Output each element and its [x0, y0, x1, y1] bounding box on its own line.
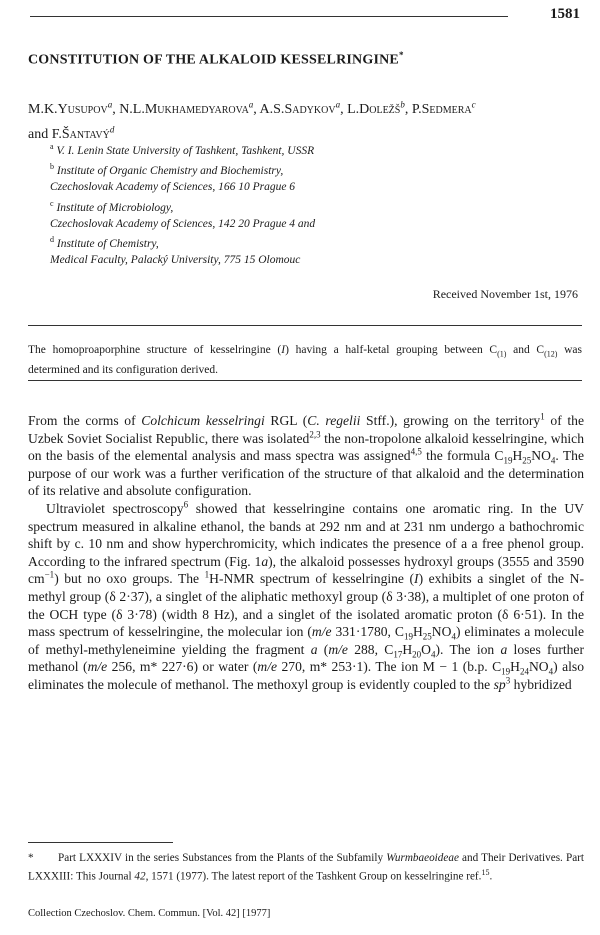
author-surname: Mukhamedyarova: [144, 101, 249, 117]
compound-ref: I: [281, 344, 286, 356]
citation-ref: 2,3: [309, 429, 321, 440]
journal-citation: Collection Czechoslov. Chem. Commun. [Vol. 42] [1977]: [28, 908, 271, 919]
affiliation-mark: d: [50, 234, 54, 244]
subscript: 19: [501, 667, 511, 678]
subscript: 25: [422, 631, 432, 642]
text-run: NO: [531, 448, 551, 464]
text-run: hybridized: [510, 676, 572, 692]
header-rule: [30, 16, 508, 17]
author-surname: Doležš: [359, 101, 401, 117]
subscript: 17: [393, 649, 403, 660]
text-run: Ultraviolet spectroscopy: [46, 500, 184, 516]
text-run: NO: [431, 624, 452, 640]
footnote-text: and Their Derivatives. Part LXXXIII: This Journal: [28, 852, 584, 883]
footnote-text: 1571 (1977). The latest report of the Tashkent Group on kesselringine ref.: [148, 870, 482, 883]
author-initials: F.: [51, 127, 62, 143]
affiliation-line: V. I. Lenin State University of Tashkent, Tashkent, USSR: [56, 144, 315, 157]
affiliation: [50, 232, 570, 268]
text-run: ) also eliminates the molecule of methanol. The methoxyl group is evidently coupled to the: [28, 659, 585, 692]
text-run: ) but no oxo groups. The: [54, 571, 205, 587]
author: [259, 99, 348, 117]
author-affil-mark: c: [471, 99, 476, 109]
author-initials: M.K.: [28, 101, 58, 117]
author-initials: L.: [347, 101, 360, 117]
text-run: of the Uzbek Soviet Socialist Republic, there was isolated: [28, 413, 584, 446]
author-initials: N.L.: [119, 101, 145, 117]
text-run: NO: [528, 659, 549, 675]
text-run: 288, C: [347, 641, 394, 657]
page-number: 1581: [550, 6, 580, 22]
affiliation-line: Medical Faculty, Palacký University, 775 15 Olomouc: [50, 254, 301, 267]
fragment-ref: a: [310, 641, 318, 657]
article-body: [28, 412, 584, 694]
abstract-top-rule: [28, 325, 582, 326]
text-run: loses further methanol (: [28, 641, 584, 675]
author-affil-mark: a: [248, 99, 254, 109]
author-surname: Sedmera: [421, 101, 472, 117]
mass-ratio: m/e: [311, 624, 332, 640]
subscript: 19: [403, 631, 413, 642]
footnote-text: Part LXXXIV in the series Substances from the Plants of the Subfamily: [58, 852, 387, 864]
affiliation: [50, 159, 570, 195]
affiliation: [50, 139, 570, 159]
author-affil-mark: b: [400, 99, 405, 109]
volume-number: 42,: [134, 870, 149, 883]
text-run: H: [402, 641, 413, 657]
paragraph: [28, 412, 584, 500]
mass-ratio: m/e: [87, 659, 108, 675]
abstract: [28, 342, 582, 378]
abstract-text: ) having a half-ketal grouping between C: [285, 344, 498, 356]
text-run: ). The ion: [435, 641, 501, 657]
affiliation: [50, 196, 570, 232]
author: [411, 99, 476, 117]
abstract-text: The homoproaporphine structure of kesselringine (: [28, 344, 282, 356]
author-separator: ,: [253, 101, 260, 117]
author-surname: Yusupov: [57, 101, 108, 117]
abstract-text: and C: [506, 344, 545, 356]
text-run: the formula C: [421, 448, 504, 464]
text-run: H: [412, 624, 423, 640]
text-run: . The purpose of our work was a further verification of the structure of that alkaloid and the determination of its relative and absolute configuration.: [28, 448, 584, 499]
citation-ref: 4,5: [410, 446, 422, 457]
citation-ref: 6: [183, 499, 189, 510]
footnote-rule: [28, 842, 173, 843]
subscript: 4: [431, 649, 436, 660]
subscript: 25: [522, 455, 532, 466]
author-affil-mark: d: [109, 124, 115, 135]
text-run: 331·1780, C: [331, 624, 404, 640]
text-run: RGL (: [264, 413, 308, 428]
species-name: C. regelii: [307, 413, 361, 428]
author-affil-mark: a: [335, 99, 341, 109]
species-name: Colchicum kesselringi: [141, 413, 265, 428]
figure-panel-ref: a: [261, 553, 269, 569]
superscript: 1: [204, 569, 210, 580]
abstract-bottom-rule: [28, 380, 582, 381]
text-run: the non-tropolone alkaloid kesselringine, which on the basis of the elemental analysis and mass spectra was assigned: [28, 430, 585, 464]
received-date: Received November 1st, 1976: [432, 287, 578, 301]
author-separator: ,: [340, 101, 348, 117]
subscript: (12): [544, 349, 558, 359]
author-separator: ,: [112, 101, 120, 117]
subscript: 20: [412, 649, 422, 660]
affiliation-mark: c: [50, 198, 54, 208]
text-run: From the corms of: [28, 413, 142, 428]
mass-ratio: m/e: [257, 659, 278, 675]
citation-ref: 1: [540, 411, 545, 422]
author-separator: ,: [404, 101, 412, 117]
footnote-text: .: [489, 870, 493, 883]
footnote: [28, 851, 584, 884]
author: [347, 99, 412, 117]
text-run: H: [510, 659, 520, 675]
text-run: O: [421, 641, 431, 657]
author-list: [28, 94, 583, 145]
subscript: 4: [548, 667, 554, 678]
subscript: 4: [550, 455, 556, 466]
text-run: 270, m* 253·1). The ion M − 1 (b.p. C: [277, 659, 502, 675]
affiliation-line: Czechoslovak Academy of Sciences, 166 10 Prague 6: [50, 181, 296, 194]
affiliation-list: [50, 139, 570, 268]
text-run: (: [317, 641, 329, 657]
affiliation-mark: a: [50, 142, 54, 151]
affiliation-line: Institute of Organic Chemistry and Biochemistry,: [56, 164, 284, 177]
citation-ref: 15: [481, 867, 490, 877]
subscript: 19: [503, 455, 513, 466]
affiliation-line: Institute of Chemistry,: [56, 237, 159, 250]
title-text: CONSTITUTION OF THE ALKALOID KESSELRINGINE: [28, 52, 399, 68]
author-surname: Sadykov: [284, 101, 336, 117]
author-affil-mark: a: [107, 99, 113, 109]
compound-ref: I: [414, 571, 419, 587]
mass-ratio: m/e: [328, 641, 348, 657]
text-run: ) exhibits a singlet of the N-methyl group (δ 2·37), a singlet of the aliphatic methoxyl group (δ 3·38), a multiplet of one proton of the OCH type (δ 3·78) (width 8 Hz), and a singlet of the isolated aromatic proton (δ 6·51). In the mass spectrum of kesselringine, the molecular ion (: [28, 571, 584, 640]
text-run: Stff.), growing on the territory: [360, 413, 541, 428]
author: [28, 99, 120, 117]
fragment-ref: a: [500, 641, 508, 657]
subscript: (1): [497, 349, 507, 359]
superscript: −1: [44, 569, 55, 580]
hybridization: sp: [493, 676, 506, 692]
text-run: ), the alkaloid possesses hydroxyl groups (3555 and 3590 cm: [28, 553, 584, 587]
author-initials: A.S.: [259, 101, 285, 117]
title-footnote-mark: *: [398, 50, 404, 60]
footnote-mark: *: [28, 852, 34, 864]
author-surname: Šantavý: [61, 127, 110, 143]
paragraph: [28, 500, 584, 694]
text-run: H-NMR spectrum of kesselringine (: [209, 571, 415, 587]
affiliation-mark: b: [50, 162, 54, 172]
text-run: showed that kesselringine contains one aromatic ring. In the UV spectrum measured in alkaline ethanol, the bands at 292 nm and at 231 nm undergo a bathochromic shift by c. 10 nm and show hyperchromicity, which indicates the presence of a a free phenol group. According to the infrared spectrum (Fig. 1: [28, 500, 584, 569]
subscript: 4: [451, 631, 456, 642]
article-title: [28, 50, 404, 69]
affiliation-line: Institute of Microbiology,: [56, 201, 174, 214]
author: [119, 99, 260, 117]
subscript: 24: [519, 667, 529, 678]
abstract-text: was determined and its configuration derived.: [28, 344, 582, 377]
subfamily-name: Wurmbaeoideae: [386, 852, 459, 864]
author-prefix: and: [28, 127, 52, 143]
superscript: 3: [505, 675, 511, 686]
author-initials: P.: [411, 101, 422, 117]
text-run: 256, m* 227·6) or water (: [107, 659, 258, 675]
text-run: ) eliminates a molecule of methyl-methyleneimine yielding the fragment: [28, 624, 584, 657]
affiliation-line: Czechoslovak Academy of Sciences, 142 20 Prague 4 and: [50, 217, 316, 230]
text-run: H: [512, 448, 523, 464]
